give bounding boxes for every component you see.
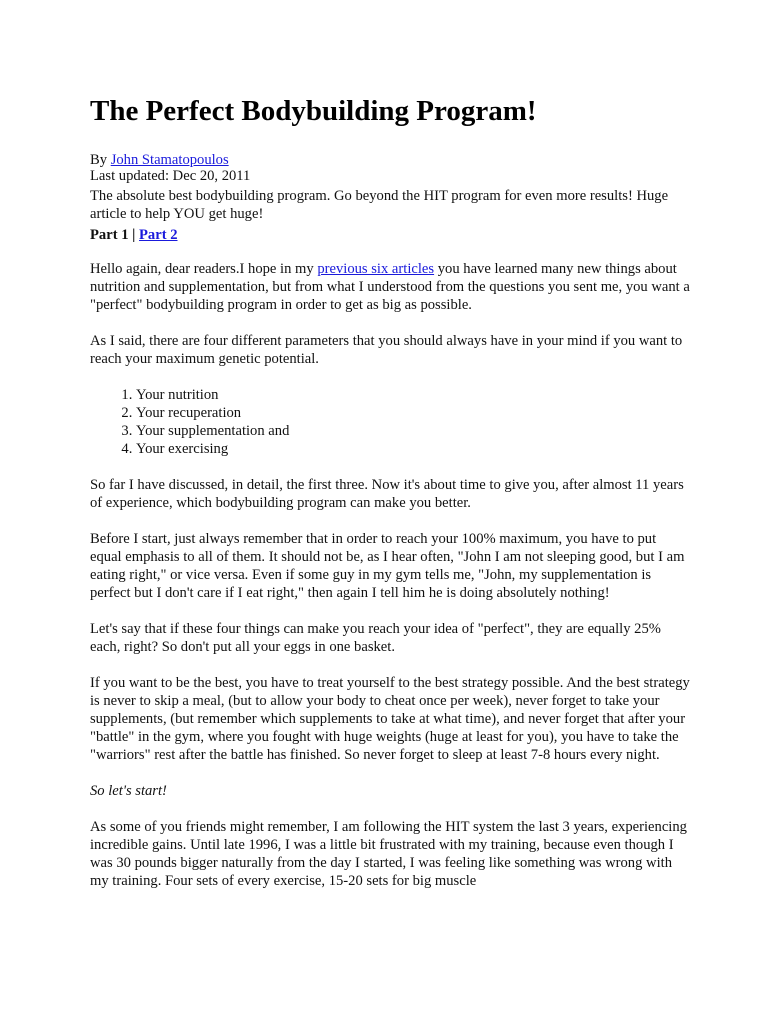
intro-text-start: Hello again, dear readers.I hope in my xyxy=(90,261,318,277)
author-link[interactable]: John Stamatopoulos xyxy=(110,152,229,168)
part-2-link[interactable]: Part 2 xyxy=(139,227,178,243)
part-navigation xyxy=(90,226,690,244)
byline-prefix: By xyxy=(90,152,111,168)
paragraph-parameters: As I said, there are four different parameters that you should always have in your mind if you want to reach your maximum genetic potential. xyxy=(90,333,683,367)
paragraph-emphasis: Before I start, just always remember that in order to reach your 100% maximum, you have to put equal emphasis to all of them. It should not be, as I hear often, "John I am not sleeping good, but I am eating right," or vice versa. Even if some guy in my gym tells me, "John, my supplementation is perfect but I don't care if I eat right," then again I tell him he is doing absolutely nothing! xyxy=(90,531,685,601)
paragraph-percentages: Let's say that if these four things can make you reach your idea of "perfect", they are equally 25% each, right? So don't put all your eggs in one basket. xyxy=(90,621,661,655)
lets-start-text: So let's start! xyxy=(90,783,167,799)
list-item: 3. Your supplementation and xyxy=(136,422,690,440)
article-content xyxy=(90,94,690,890)
paragraph-strategy: If you want to be the best, you have to treat yourself to the best strategy possible. And the best strategy is never to skip a meal, (but to allow your body to cheat once per week), never forget to take your supplements, (but remember which supplements to take at what time), and never forget that after your "battle" in the gym, where you fought with huge weights (huge at least for you), you have to take the "warriors" rest after the battle has finished. So never forget to sleep at least 7-8 hours every night. xyxy=(90,675,690,763)
article-meta xyxy=(90,152,690,184)
byline xyxy=(90,152,690,168)
part-1-label: Part 1 xyxy=(90,227,129,243)
paragraph-intro xyxy=(90,260,690,314)
previous-articles-link[interactable]: previous six articles xyxy=(317,261,435,277)
list-item: 4. Your exercising xyxy=(136,440,690,458)
paragraph-experience: So far I have discussed, in detail, the first three. Now it's about time to give you, after almost 11 years of experience, which bodybuilding program can make you better. xyxy=(90,477,684,511)
article-summary: The absolute best bodybuilding program. Go beyond the HIT program for even more results! Huge article to help YOU get huge! xyxy=(90,188,669,222)
list-item: 2. Your recuperation xyxy=(136,404,690,422)
parameters-list xyxy=(90,386,690,458)
part-separator: | xyxy=(128,227,140,243)
article-title: The Perfect Bodybuilding Program! xyxy=(90,95,537,127)
last-updated: Last updated: Dec 20, 2011 xyxy=(90,168,251,184)
paragraph-hit-system: As some of you friends might remember, I am following the HIT system the last 3 years, experiencing incredible gains. Until late 1996, I was a little bit frustrated with my training, because even though I was 30 pounds bigger naturally from the day I started, I was feeling like something was wrong with my training. Four sets of every exercise, 15-20 sets for big muscle xyxy=(90,819,687,889)
intro-text-end: you have learned many new things about nutrition and supplementation, but from what I understood from the questions you sent me, you want a "perfect" bodybuilding program in order to get as big as possible. xyxy=(90,261,690,313)
paragraph-start xyxy=(90,782,690,800)
list-item: 1. Your nutrition xyxy=(136,386,690,404)
